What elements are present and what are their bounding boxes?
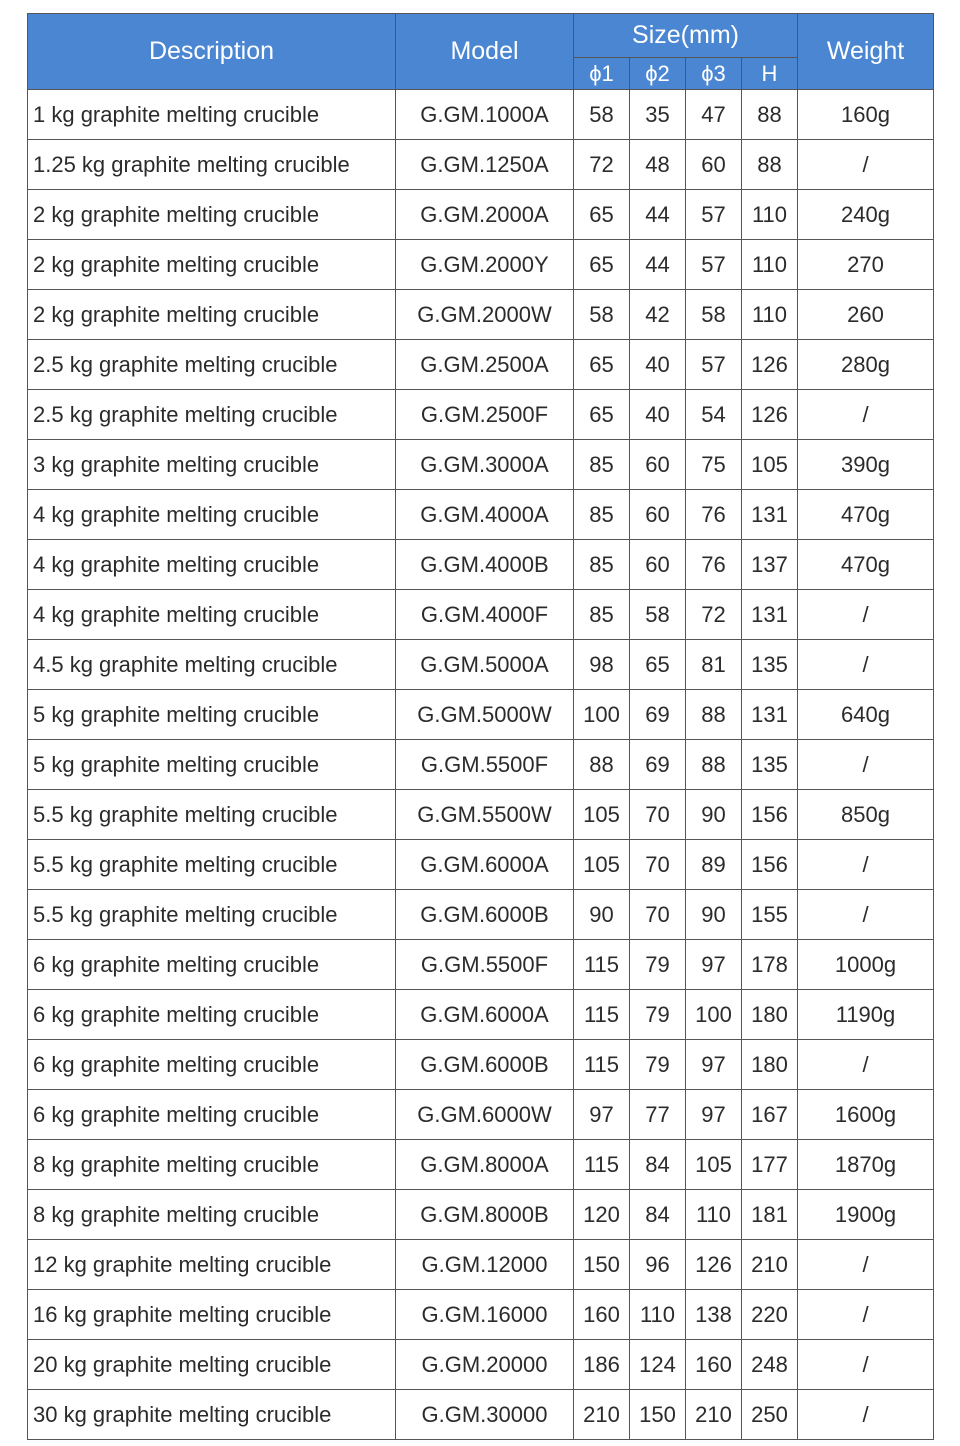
- d2-cell: 35: [630, 90, 686, 140]
- weight-cell: 470g: [798, 540, 934, 590]
- weight-cell: 1870g: [798, 1140, 934, 1190]
- h-cell: 135: [742, 640, 798, 690]
- desc-cell: 3 kg graphite melting crucible: [28, 440, 396, 490]
- h-cell: 131: [742, 490, 798, 540]
- header-model: Model: [396, 14, 574, 90]
- d2-cell: 124: [630, 1340, 686, 1390]
- d3-cell: 126: [686, 1240, 742, 1290]
- d1-cell: 150: [574, 1240, 630, 1290]
- model-cell: G.GM.5500F: [396, 740, 574, 790]
- h-cell: 155: [742, 890, 798, 940]
- desc-cell: 4.5 kg graphite melting crucible: [28, 640, 396, 690]
- h-cell: 88: [742, 90, 798, 140]
- desc-cell: 2 kg graphite melting crucible: [28, 190, 396, 240]
- weight-cell: 280g: [798, 340, 934, 390]
- h-cell: 110: [742, 290, 798, 340]
- desc-cell: 16 kg graphite melting crucible: [28, 1290, 396, 1340]
- model-cell: G.GM.2000Y: [396, 240, 574, 290]
- weight-cell: /: [798, 1040, 934, 1090]
- h-cell: 180: [742, 990, 798, 1040]
- model-cell: G.GM.5000W: [396, 690, 574, 740]
- table-row: [28, 990, 934, 1040]
- h-cell: 177: [742, 1140, 798, 1190]
- desc-cell: 2.5 kg graphite melting crucible: [28, 340, 396, 390]
- d2-cell: 69: [630, 690, 686, 740]
- desc-cell: 5 kg graphite melting crucible: [28, 690, 396, 740]
- d3-cell: 47: [686, 90, 742, 140]
- table-row: [28, 540, 934, 590]
- d3-cell: 57: [686, 190, 742, 240]
- header-description: Description: [28, 14, 396, 90]
- desc-cell: 6 kg graphite melting crucible: [28, 990, 396, 1040]
- header-size: Size(mm): [574, 14, 798, 58]
- desc-cell: 6 kg graphite melting crucible: [28, 1090, 396, 1140]
- d3-cell: 75: [686, 440, 742, 490]
- d2-cell: 60: [630, 440, 686, 490]
- h-cell: 110: [742, 240, 798, 290]
- weight-cell: 1190g: [798, 990, 934, 1040]
- d2-cell: 70: [630, 790, 686, 840]
- h-cell: 210: [742, 1240, 798, 1290]
- weight-cell: /: [798, 1390, 934, 1440]
- d3-cell: 72: [686, 590, 742, 640]
- d1-cell: 97: [574, 1090, 630, 1140]
- model-cell: G.GM.8000B: [396, 1190, 574, 1240]
- model-cell: G.GM.8000A: [396, 1140, 574, 1190]
- d3-cell: 100: [686, 990, 742, 1040]
- desc-cell: 5.5 kg graphite melting crucible: [28, 840, 396, 890]
- table-row: [28, 1290, 934, 1340]
- table-row: [28, 390, 934, 440]
- d1-cell: 65: [574, 390, 630, 440]
- model-cell: G.GM.5500F: [396, 940, 574, 990]
- d3-cell: 89: [686, 840, 742, 890]
- desc-cell: 1 kg graphite melting crucible: [28, 90, 396, 140]
- d3-cell: 88: [686, 740, 742, 790]
- desc-cell: 5 kg graphite melting crucible: [28, 740, 396, 790]
- d1-cell: 120: [574, 1190, 630, 1240]
- model-cell: G.GM.2500A: [396, 340, 574, 390]
- d3-cell: 54: [686, 390, 742, 440]
- table-row: [28, 790, 934, 840]
- d1-cell: 65: [574, 240, 630, 290]
- weight-cell: 270: [798, 240, 934, 290]
- d2-cell: 79: [630, 990, 686, 1040]
- d2-cell: 48: [630, 140, 686, 190]
- d1-cell: 105: [574, 790, 630, 840]
- h-cell: 137: [742, 540, 798, 590]
- model-cell: G.GM.6000W: [396, 1090, 574, 1140]
- d3-cell: 57: [686, 240, 742, 290]
- d2-cell: 77: [630, 1090, 686, 1140]
- d1-cell: 90: [574, 890, 630, 940]
- model-cell: G.GM.1250A: [396, 140, 574, 190]
- h-cell: 126: [742, 390, 798, 440]
- weight-cell: /: [798, 1340, 934, 1390]
- d2-cell: 84: [630, 1140, 686, 1190]
- weight-cell: /: [798, 1240, 934, 1290]
- model-cell: G.GM.2500F: [396, 390, 574, 440]
- d1-cell: 100: [574, 690, 630, 740]
- table-row: [28, 690, 934, 740]
- weight-cell: /: [798, 840, 934, 890]
- table-row: [28, 90, 934, 140]
- h-cell: 167: [742, 1090, 798, 1140]
- desc-cell: 4 kg graphite melting crucible: [28, 540, 396, 590]
- d2-cell: 42: [630, 290, 686, 340]
- d1-cell: 85: [574, 590, 630, 640]
- d1-cell: 186: [574, 1340, 630, 1390]
- d3-cell: 97: [686, 1040, 742, 1090]
- d1-cell: 85: [574, 540, 630, 590]
- model-cell: G.GM.4000B: [396, 540, 574, 590]
- d3-cell: 160: [686, 1340, 742, 1390]
- d3-cell: 105: [686, 1140, 742, 1190]
- table-row: [28, 1190, 934, 1240]
- d2-cell: 150: [630, 1390, 686, 1440]
- table-row: [28, 940, 934, 990]
- header-h: H: [742, 58, 798, 90]
- d2-cell: 60: [630, 540, 686, 590]
- weight-cell: /: [798, 390, 934, 440]
- desc-cell: 6 kg graphite melting crucible: [28, 1040, 396, 1090]
- d1-cell: 98: [574, 640, 630, 690]
- d2-cell: 44: [630, 190, 686, 240]
- d3-cell: 88: [686, 690, 742, 740]
- d1-cell: 65: [574, 340, 630, 390]
- d2-cell: 110: [630, 1290, 686, 1340]
- d3-cell: 90: [686, 790, 742, 840]
- d3-cell: 90: [686, 890, 742, 940]
- d2-cell: 40: [630, 390, 686, 440]
- h-cell: 88: [742, 140, 798, 190]
- h-cell: 131: [742, 690, 798, 740]
- weight-cell: 1600g: [798, 1090, 934, 1140]
- table-row: [28, 1240, 934, 1290]
- d1-cell: 58: [574, 290, 630, 340]
- weight-cell: 260: [798, 290, 934, 340]
- model-cell: G.GM.6000A: [396, 990, 574, 1040]
- desc-cell: 4 kg graphite melting crucible: [28, 590, 396, 640]
- d2-cell: 40: [630, 340, 686, 390]
- d1-cell: 88: [574, 740, 630, 790]
- d2-cell: 70: [630, 890, 686, 940]
- desc-cell: 20 kg graphite melting crucible: [28, 1340, 396, 1390]
- desc-cell: 2 kg graphite melting crucible: [28, 290, 396, 340]
- weight-cell: /: [798, 740, 934, 790]
- d1-cell: 115: [574, 1140, 630, 1190]
- d1-cell: 160: [574, 1290, 630, 1340]
- d3-cell: 97: [686, 1090, 742, 1140]
- model-cell: G.GM.12000: [396, 1240, 574, 1290]
- d3-cell: 76: [686, 490, 742, 540]
- model-cell: G.GM.4000F: [396, 590, 574, 640]
- weight-cell: /: [798, 890, 934, 940]
- table-row: [28, 440, 934, 490]
- table-row: [28, 340, 934, 390]
- desc-cell: 12 kg graphite melting crucible: [28, 1240, 396, 1290]
- model-cell: G.GM.6000A: [396, 840, 574, 890]
- weight-cell: /: [798, 590, 934, 640]
- weight-cell: /: [798, 1290, 934, 1340]
- h-cell: 248: [742, 1340, 798, 1390]
- desc-cell: 6 kg graphite melting crucible: [28, 940, 396, 990]
- table-row: [28, 590, 934, 640]
- d3-cell: 110: [686, 1190, 742, 1240]
- h-cell: 110: [742, 190, 798, 240]
- desc-cell: 5.5 kg graphite melting crucible: [28, 790, 396, 840]
- d3-cell: 57: [686, 340, 742, 390]
- model-cell: G.GM.5000A: [396, 640, 574, 690]
- d2-cell: 60: [630, 490, 686, 540]
- desc-cell: 8 kg graphite melting crucible: [28, 1190, 396, 1240]
- desc-cell: 2 kg graphite melting crucible: [28, 240, 396, 290]
- desc-cell: 8 kg graphite melting crucible: [28, 1140, 396, 1190]
- d2-cell: 79: [630, 940, 686, 990]
- d3-cell: 210: [686, 1390, 742, 1440]
- desc-cell: 1.25 kg graphite melting crucible: [28, 140, 396, 190]
- d1-cell: 85: [574, 440, 630, 490]
- model-cell: G.GM.2000A: [396, 190, 574, 240]
- table-row: [28, 290, 934, 340]
- model-cell: G.GM.1000A: [396, 90, 574, 140]
- d1-cell: 115: [574, 990, 630, 1040]
- table-header: [28, 14, 934, 90]
- d2-cell: 96: [630, 1240, 686, 1290]
- model-cell: G.GM.2000W: [396, 290, 574, 340]
- model-cell: G.GM.6000B: [396, 1040, 574, 1090]
- d2-cell: 65: [630, 640, 686, 690]
- d1-cell: 210: [574, 1390, 630, 1440]
- d3-cell: 81: [686, 640, 742, 690]
- model-cell: G.GM.6000B: [396, 890, 574, 940]
- header-d2: ϕ2: [630, 58, 686, 90]
- desc-cell: 4 kg graphite melting crucible: [28, 490, 396, 540]
- h-cell: 180: [742, 1040, 798, 1090]
- table-row: [28, 1090, 934, 1140]
- d2-cell: 44: [630, 240, 686, 290]
- table-row: [28, 1040, 934, 1090]
- desc-cell: 30 kg graphite melting crucible: [28, 1390, 396, 1440]
- d3-cell: 58: [686, 290, 742, 340]
- d3-cell: 76: [686, 540, 742, 590]
- d3-cell: 138: [686, 1290, 742, 1340]
- d2-cell: 69: [630, 740, 686, 790]
- d3-cell: 60: [686, 140, 742, 190]
- d1-cell: 58: [574, 90, 630, 140]
- d1-cell: 115: [574, 940, 630, 990]
- h-cell: 131: [742, 590, 798, 640]
- h-cell: 135: [742, 740, 798, 790]
- weight-cell: 850g: [798, 790, 934, 840]
- table-row: [28, 640, 934, 690]
- desc-cell: 2.5 kg graphite melting crucible: [28, 390, 396, 440]
- model-cell: G.GM.3000A: [396, 440, 574, 490]
- d2-cell: 58: [630, 590, 686, 640]
- table-row: [28, 840, 934, 890]
- weight-cell: 470g: [798, 490, 934, 540]
- d1-cell: 105: [574, 840, 630, 890]
- weight-cell: 160g: [798, 90, 934, 140]
- model-cell: G.GM.30000: [396, 1390, 574, 1440]
- weight-cell: 240g: [798, 190, 934, 240]
- model-cell: G.GM.5500W: [396, 790, 574, 840]
- d1-cell: 65: [574, 190, 630, 240]
- d2-cell: 84: [630, 1190, 686, 1240]
- d3-cell: 97: [686, 940, 742, 990]
- table-row: [28, 490, 934, 540]
- header-weight: Weight: [798, 14, 934, 90]
- model-cell: G.GM.20000: [396, 1340, 574, 1390]
- table-row: [28, 1140, 934, 1190]
- d1-cell: 72: [574, 140, 630, 190]
- header-d3: ϕ3: [686, 58, 742, 90]
- header-d1: ϕ1: [574, 58, 630, 90]
- desc-cell: 5.5 kg graphite melting crucible: [28, 890, 396, 940]
- weight-cell: 640g: [798, 690, 934, 740]
- h-cell: 156: [742, 840, 798, 890]
- table-row: [28, 1340, 934, 1390]
- weight-cell: 1000g: [798, 940, 934, 990]
- d1-cell: 85: [574, 490, 630, 540]
- h-cell: 126: [742, 340, 798, 390]
- h-cell: 156: [742, 790, 798, 840]
- table-row: [28, 240, 934, 290]
- table-row: [28, 740, 934, 790]
- h-cell: 178: [742, 940, 798, 990]
- weight-cell: 1900g: [798, 1190, 934, 1240]
- table-row: [28, 890, 934, 940]
- d1-cell: 115: [574, 1040, 630, 1090]
- h-cell: 105: [742, 440, 798, 490]
- spec-table: [27, 13, 934, 1440]
- d2-cell: 79: [630, 1040, 686, 1090]
- table-row: [28, 1390, 934, 1440]
- model-cell: G.GM.16000: [396, 1290, 574, 1340]
- h-cell: 220: [742, 1290, 798, 1340]
- model-cell: G.GM.4000A: [396, 490, 574, 540]
- h-cell: 250: [742, 1390, 798, 1440]
- weight-cell: 390g: [798, 440, 934, 490]
- weight-cell: /: [798, 140, 934, 190]
- d2-cell: 70: [630, 840, 686, 890]
- weight-cell: /: [798, 640, 934, 690]
- table-row: [28, 140, 934, 190]
- table-row: [28, 190, 934, 240]
- table-body: [28, 90, 934, 1440]
- h-cell: 181: [742, 1190, 798, 1240]
